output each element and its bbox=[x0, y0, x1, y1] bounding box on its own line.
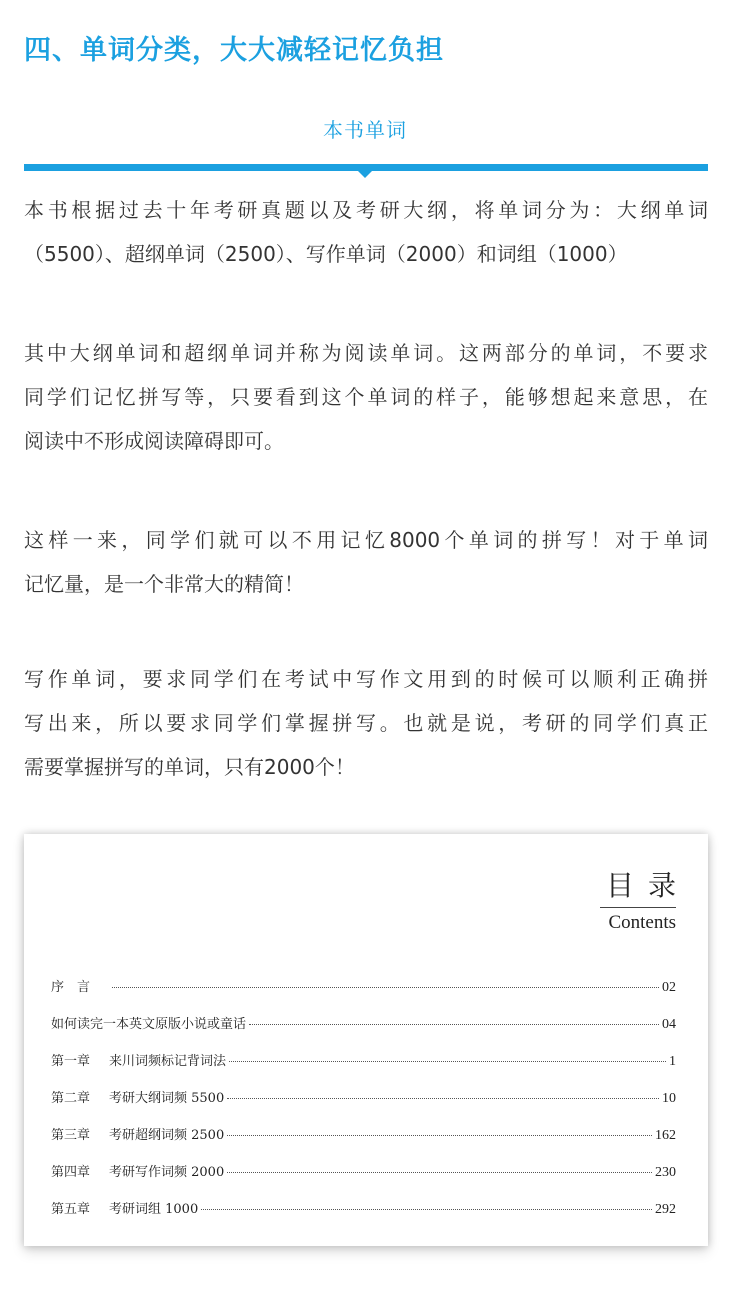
toc-label: 考研大纲词频 5500 bbox=[109, 1091, 225, 1106]
toc-leader-dots bbox=[249, 1024, 659, 1025]
paragraph-line: 记忆量，是一个非常大的精简！ bbox=[24, 572, 304, 596]
toc-page-number: 04 bbox=[662, 1017, 676, 1032]
toc-label: 考研写作词频 2000 bbox=[109, 1165, 225, 1180]
toc-entry bbox=[51, 1013, 676, 1050]
toc-chapter: 第三章 bbox=[51, 1128, 91, 1143]
toc-page-number: 230 bbox=[655, 1165, 676, 1180]
toc-leader-dots bbox=[227, 1135, 652, 1136]
toc-chapter: 第二章 bbox=[51, 1091, 91, 1106]
paragraph-line: 这样一来，同学们就可以不用记忆8000个单词的拼写！对于单词 bbox=[24, 528, 708, 552]
toc-entry bbox=[51, 976, 676, 1013]
article-heading: 四、单词分类，大大减轻记忆负担 bbox=[24, 35, 444, 66]
paragraph-reading-words bbox=[24, 331, 708, 463]
toc-chapter: 第四章 bbox=[51, 1165, 91, 1180]
paragraph-line: 阅读中不形成阅读障碍即可。 bbox=[24, 429, 284, 453]
toc-leader-dots bbox=[112, 987, 659, 988]
paragraph-spelling-relief bbox=[24, 518, 708, 606]
paragraph-line: 本书根据过去十年考研真题以及考研大纲，将单词分为：大纲单词 bbox=[24, 198, 708, 222]
toc-page-number: 10 bbox=[662, 1091, 676, 1106]
toc-leader-dots bbox=[201, 1209, 652, 1210]
toc-chapter: 第五章 bbox=[51, 1202, 91, 1217]
toc-title-rule bbox=[600, 907, 676, 908]
paragraph-line: （5500）、超纲单词（2500）、写作单词（2000）和词组（1000） bbox=[24, 242, 628, 266]
toc-label: 来川词频标记背词法 bbox=[109, 1054, 227, 1069]
paragraph-word-categories bbox=[24, 188, 708, 276]
toc-label: 考研超纲词频 2500 bbox=[109, 1128, 225, 1143]
toc-subtitle: Contents bbox=[608, 912, 676, 933]
table-of-contents-image bbox=[24, 834, 708, 1246]
toc-entry bbox=[51, 1050, 676, 1087]
toc-title: 目录 bbox=[605, 869, 690, 902]
section-title: 本书单词 bbox=[323, 118, 407, 142]
toc-page-number: 1 bbox=[669, 1054, 676, 1069]
toc-entry bbox=[51, 1198, 676, 1235]
toc-entry bbox=[51, 1087, 676, 1124]
toc-leader-dots bbox=[229, 1061, 666, 1062]
toc-chapter: 序 言 bbox=[51, 980, 91, 995]
paragraph-writing-words bbox=[24, 657, 708, 789]
toc-label: 如何读完一本英文原版小说或童话 bbox=[51, 1017, 247, 1032]
paragraph-line: 写出来，所以要求同学们掌握拼写。也就是说，考研的同学们真正 bbox=[24, 711, 708, 735]
toc-leader-dots bbox=[227, 1172, 652, 1173]
toc-label: 考研词组 1000 bbox=[109, 1202, 199, 1217]
paragraph-line: 其中大纲单词和超纲单词并称为阅读单词。这两部分的单词，不要求 bbox=[24, 341, 708, 365]
toc-page-number: 162 bbox=[655, 1128, 676, 1143]
paragraph-line: 同学们记忆拼写等，只要看到这个单词的样子，能够想起来意思，在 bbox=[24, 385, 708, 409]
divider-pointer bbox=[357, 170, 373, 178]
toc-chapter: 第一章 bbox=[51, 1054, 91, 1069]
paragraph-line: 需要掌握拼写的单词，只有2000个！ bbox=[24, 755, 355, 779]
paragraph-line: 写作单词，要求同学们在考试中写作文用到的时候可以顺利正确拼 bbox=[24, 667, 708, 691]
toc-entry bbox=[51, 1161, 676, 1198]
toc-page-number: 02 bbox=[662, 980, 676, 995]
toc-leader-dots bbox=[227, 1098, 659, 1099]
toc-entry bbox=[51, 1124, 676, 1161]
toc-page-number: 292 bbox=[655, 1202, 676, 1217]
toc-list bbox=[51, 976, 676, 1235]
